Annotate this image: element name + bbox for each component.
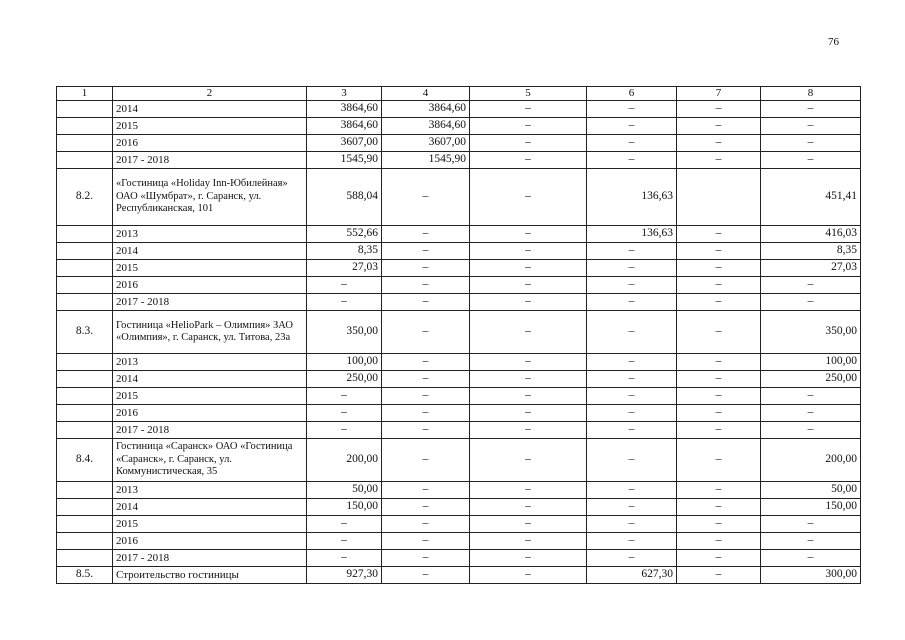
value-cell: – (677, 135, 761, 152)
description-cell: Гостиница «Саранск» ОАО «Гостиница «Саранск», г. Саранск, ул. Коммунистическая, 35 (113, 439, 307, 482)
row-number-cell: 8.4. (57, 439, 113, 482)
description-cell: 2014 (113, 101, 307, 118)
value-cell: – (470, 388, 587, 405)
row-number-cell (57, 118, 113, 135)
value-cell: – (761, 152, 861, 169)
row-number-cell (57, 550, 113, 567)
value-cell: – (677, 405, 761, 422)
row-number-cell: 8.3. (57, 311, 113, 354)
value-cell: – (587, 422, 677, 439)
description-cell: 2016 (113, 135, 307, 152)
description-cell: 2013 (113, 226, 307, 243)
table-row (57, 243, 861, 260)
value-cell: – (470, 101, 587, 118)
table-row (57, 405, 861, 422)
item-row (57, 439, 861, 482)
value-cell: 200,00 (307, 439, 382, 482)
table-row (57, 533, 861, 550)
description-cell: 2016 (113, 533, 307, 550)
page-number: 76 (828, 36, 839, 48)
value-cell: – (307, 405, 382, 422)
value-cell: – (382, 169, 470, 226)
value-cell: – (307, 388, 382, 405)
value-cell: – (470, 311, 587, 354)
description-cell: 2017 - 2018 (113, 152, 307, 169)
value-cell: – (587, 482, 677, 499)
value-cell: – (382, 533, 470, 550)
value-cell: – (587, 152, 677, 169)
row-number-cell (57, 405, 113, 422)
value-cell: 627,30 (587, 567, 677, 584)
value-cell: – (677, 354, 761, 371)
value-cell: – (761, 405, 861, 422)
column-header: 2 (113, 87, 307, 101)
value-cell: 552,66 (307, 226, 382, 243)
value-cell: – (587, 354, 677, 371)
value-cell: – (307, 294, 382, 311)
value-cell: – (470, 550, 587, 567)
value-cell: – (677, 516, 761, 533)
description-cell: 2017 - 2018 (113, 550, 307, 567)
value-cell: – (307, 550, 382, 567)
description-cell: 2017 - 2018 (113, 422, 307, 439)
value-cell: 250,00 (761, 371, 861, 388)
value-cell: 136,63 (587, 169, 677, 226)
value-cell: – (470, 499, 587, 516)
value-cell: – (677, 152, 761, 169)
value-cell: – (587, 101, 677, 118)
description-cell: 2015 (113, 388, 307, 405)
value-cell: – (677, 311, 761, 354)
value-cell: – (382, 371, 470, 388)
description-cell: 2013 (113, 482, 307, 499)
value-cell: – (470, 567, 587, 584)
value-cell: 27,03 (761, 260, 861, 277)
value-cell: – (761, 516, 861, 533)
value-cell: – (761, 294, 861, 311)
value-cell: 451,41 (761, 169, 861, 226)
value-cell: 100,00 (307, 354, 382, 371)
item-row (57, 169, 861, 226)
value-cell: – (382, 550, 470, 567)
value-cell: 250,00 (307, 371, 382, 388)
value-cell: – (470, 277, 587, 294)
value-cell: 136,63 (587, 226, 677, 243)
value-cell: 100,00 (761, 354, 861, 371)
value-cell: – (307, 422, 382, 439)
row-number-cell (57, 152, 113, 169)
value-cell: 50,00 (761, 482, 861, 499)
value-cell: – (587, 294, 677, 311)
table-row (57, 422, 861, 439)
value-cell: 150,00 (761, 499, 861, 516)
value-cell: – (677, 422, 761, 439)
value-cell: – (587, 550, 677, 567)
value-cell: – (382, 499, 470, 516)
value-cell: – (587, 311, 677, 354)
table-row (57, 567, 861, 584)
value-cell: – (470, 294, 587, 311)
value-cell: – (587, 277, 677, 294)
row-number-cell (57, 499, 113, 516)
value-cell: – (382, 311, 470, 354)
value-cell: – (761, 277, 861, 294)
value-cell: 1545,90 (382, 152, 470, 169)
value-cell: – (587, 439, 677, 482)
value-cell: 3864,60 (382, 101, 470, 118)
description-cell: 2014 (113, 243, 307, 260)
value-cell: – (677, 226, 761, 243)
value-cell: – (677, 499, 761, 516)
value-cell: – (470, 354, 587, 371)
column-header: 5 (470, 87, 587, 101)
description-cell: 2014 (113, 371, 307, 388)
header-row (57, 87, 861, 101)
value-cell: 927,30 (307, 567, 382, 584)
description-cell: Строительство гостиницы (113, 567, 307, 584)
value-cell: – (382, 482, 470, 499)
table-row (57, 371, 861, 388)
value-cell: – (761, 533, 861, 550)
description-cell: Гостиница «HelioPark – Олимпия» ЗАО «Олимпия», г. Саранск, ул. Титова, 23а (113, 311, 307, 354)
row-number-cell (57, 135, 113, 152)
value-cell: – (382, 260, 470, 277)
value-cell: – (382, 439, 470, 482)
value-cell: – (677, 371, 761, 388)
value-cell: – (587, 388, 677, 405)
value-cell: – (470, 482, 587, 499)
value-cell: – (761, 118, 861, 135)
value-cell: – (677, 243, 761, 260)
row-number-cell (57, 482, 113, 499)
value-cell: – (382, 277, 470, 294)
row-number-cell: 8.5. (57, 567, 113, 584)
value-cell: – (761, 550, 861, 567)
table-row (57, 226, 861, 243)
value-cell: 588,04 (307, 169, 382, 226)
description-cell: 2015 (113, 260, 307, 277)
description-cell: «Гостиница «Holiday Inn-Юбилейная» ОАО «Шумбрат», г. Саранск, ул. Республиканская, 101 (113, 169, 307, 226)
row-number-cell (57, 277, 113, 294)
value-cell: – (761, 101, 861, 118)
value-cell: – (470, 371, 587, 388)
value-cell: – (677, 294, 761, 311)
row-number-cell (57, 371, 113, 388)
value-cell: 416,03 (761, 226, 861, 243)
value-cell: – (307, 277, 382, 294)
row-number-cell (57, 388, 113, 405)
table-row (57, 294, 861, 311)
row-number-cell: 8.2. (57, 169, 113, 226)
value-cell: – (761, 135, 861, 152)
description-cell: 2016 (113, 277, 307, 294)
column-header: 7 (677, 87, 761, 101)
value-cell: 350,00 (761, 311, 861, 354)
value-cell: 150,00 (307, 499, 382, 516)
value-cell: – (470, 516, 587, 533)
row-number-cell (57, 294, 113, 311)
description-cell: 2013 (113, 354, 307, 371)
value-cell: – (677, 260, 761, 277)
value-cell: 27,03 (307, 260, 382, 277)
table-row (57, 388, 861, 405)
value-cell: 8,35 (761, 243, 861, 260)
value-cell: – (470, 135, 587, 152)
table-row (57, 260, 861, 277)
value-cell: – (470, 533, 587, 550)
value-cell: 3607,00 (382, 135, 470, 152)
value-cell: – (470, 169, 587, 226)
table-row (57, 277, 861, 294)
column-header: 3 (307, 87, 382, 101)
value-cell: – (382, 388, 470, 405)
value-cell: 8,35 (307, 243, 382, 260)
value-cell: – (382, 354, 470, 371)
column-header: 8 (761, 87, 861, 101)
row-number-cell (57, 260, 113, 277)
value-cell: – (470, 118, 587, 135)
description-cell: 2015 (113, 118, 307, 135)
value-cell: – (587, 371, 677, 388)
value-cell: – (587, 516, 677, 533)
table-row (57, 550, 861, 567)
row-number-cell (57, 533, 113, 550)
table-row (57, 482, 861, 499)
value-cell: – (677, 101, 761, 118)
table-row (57, 499, 861, 516)
value-cell: – (587, 243, 677, 260)
value-cell: – (677, 388, 761, 405)
value-cell: – (677, 439, 761, 482)
column-header: 6 (587, 87, 677, 101)
value-cell: – (382, 294, 470, 311)
value-cell: – (677, 550, 761, 567)
value-cell: – (470, 260, 587, 277)
value-cell: 1545,90 (307, 152, 382, 169)
value-cell: 200,00 (761, 439, 861, 482)
value-cell: – (587, 405, 677, 422)
description-cell: 2015 (113, 516, 307, 533)
table-row (57, 516, 861, 533)
value-cell: – (587, 533, 677, 550)
value-cell: – (587, 260, 677, 277)
value-cell: – (677, 277, 761, 294)
budget-table (56, 86, 861, 584)
column-header: 1 (57, 87, 113, 101)
row-number-cell (57, 243, 113, 260)
value-cell: – (587, 499, 677, 516)
description-cell: 2016 (113, 405, 307, 422)
table-row (57, 152, 861, 169)
value-cell: 3864,60 (382, 118, 470, 135)
value-cell: – (470, 226, 587, 243)
column-header: 4 (382, 87, 470, 101)
value-cell: – (761, 388, 861, 405)
value-cell: – (382, 422, 470, 439)
item-row (57, 311, 861, 354)
table-row (57, 101, 861, 118)
value-cell: – (382, 226, 470, 243)
value-cell: – (677, 567, 761, 584)
value-cell: – (470, 422, 587, 439)
row-number-cell (57, 422, 113, 439)
table-row (57, 118, 861, 135)
value-cell: – (382, 405, 470, 422)
value-cell: – (587, 118, 677, 135)
value-cell: 3864,60 (307, 101, 382, 118)
value-cell: 3607,00 (307, 135, 382, 152)
table-row (57, 354, 861, 371)
table-body (57, 101, 861, 584)
value-cell: – (677, 533, 761, 550)
value-cell: – (761, 422, 861, 439)
description-cell: 2017 - 2018 (113, 294, 307, 311)
value-cell: – (470, 152, 587, 169)
row-number-cell (57, 516, 113, 533)
description-cell: 2014 (113, 499, 307, 516)
value-cell: – (677, 482, 761, 499)
value-cell: – (470, 243, 587, 260)
value-cell: – (307, 533, 382, 550)
value-cell (677, 169, 761, 226)
value-cell: – (307, 516, 382, 533)
value-cell: – (677, 118, 761, 135)
value-cell: 50,00 (307, 482, 382, 499)
row-number-cell (57, 354, 113, 371)
value-cell: – (382, 567, 470, 584)
value-cell: 300,00 (761, 567, 861, 584)
row-number-cell (57, 226, 113, 243)
table-row (57, 135, 861, 152)
value-cell: – (382, 243, 470, 260)
value-cell: – (587, 135, 677, 152)
value-cell: – (470, 405, 587, 422)
row-number-cell (57, 101, 113, 118)
value-cell: – (382, 516, 470, 533)
value-cell: – (470, 439, 587, 482)
value-cell: 350,00 (307, 311, 382, 354)
value-cell: 3864,60 (307, 118, 382, 135)
